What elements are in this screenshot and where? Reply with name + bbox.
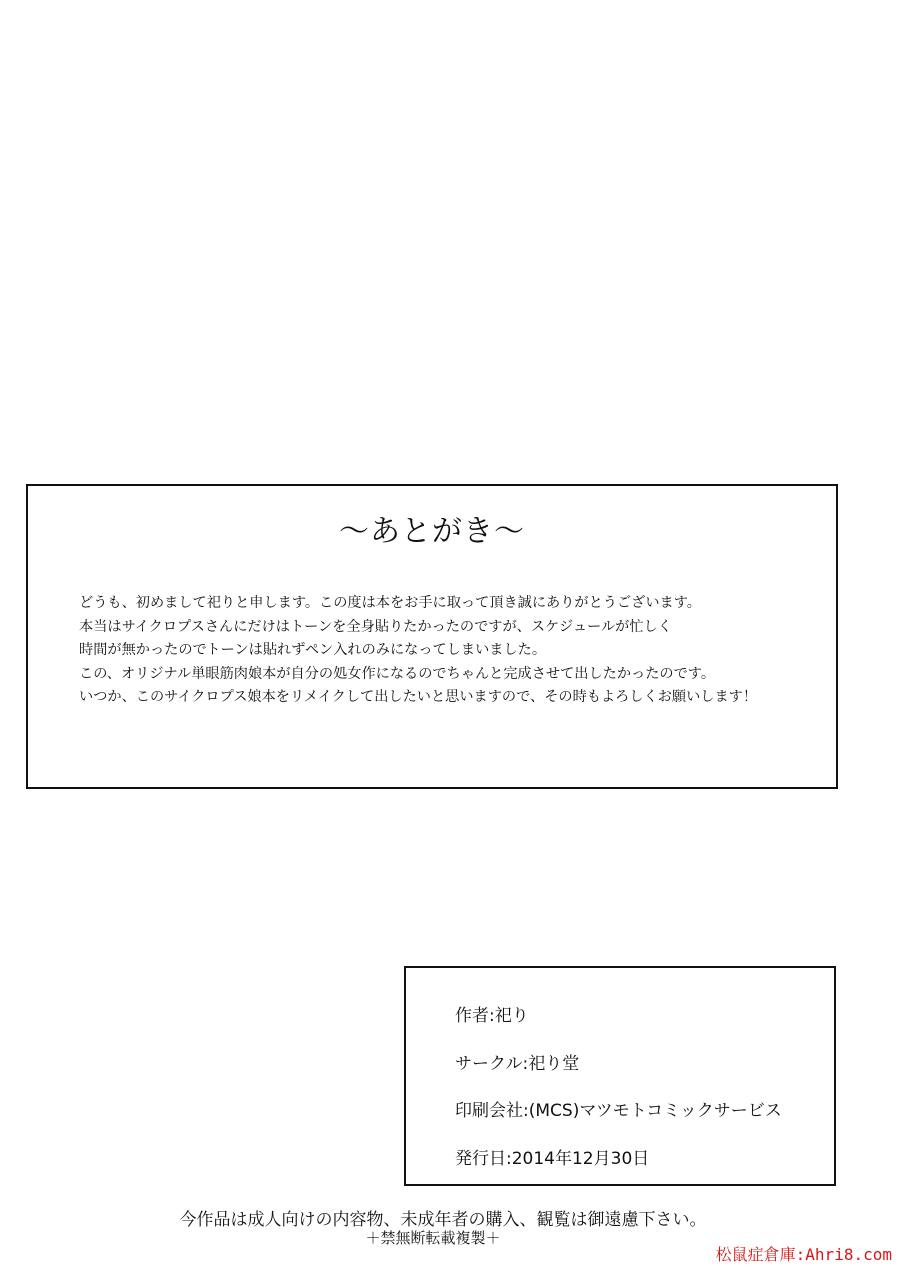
afterword-box xyxy=(26,484,838,789)
afterword-line: 時間が無かったのでトーンは貼れずペン入れのみになってしまいました。 xyxy=(79,642,547,658)
colophon-circle: サークル:祀り堂 xyxy=(455,1053,580,1074)
watermark: 松鼠症倉庫:Ahri8.com xyxy=(715,1245,892,1264)
colophon-author: 作者:祀り xyxy=(455,1006,529,1026)
afterword-line: 本当はサイクロプスさんにだけはトーンを全身貼りたかったのですが、スケジュールが忙しく xyxy=(79,618,672,635)
afterword-line: どうも、初めまして祀りと申します。この度は本をお手に取って頂き誠にありがとうございます。 xyxy=(79,595,701,611)
afterword-line: いつか、このサイクロプス娘本をリメイクして出したいと思いますので、その時もよろしくお願いします！ xyxy=(79,689,758,705)
colophon-printer: 印刷会社:(MCS)マツモトコミックサービス xyxy=(455,1101,782,1121)
afterword-text xyxy=(79,592,829,710)
reproduction-prohibited-notice: ＋禁無断転載複製＋ xyxy=(365,1229,501,1247)
adult-content-notice: 今作品は成人向けの内容物、未成年者の購入、観覧は御遠慮下さい。 xyxy=(179,1210,707,1230)
colophon-list xyxy=(455,1004,782,1194)
colophon-issue-date: 発行日:2014年12月30日 xyxy=(455,1148,650,1169)
afterword-line: この、オリジナル単眼筋肉娘本が自分の処女作になるのでちゃんと完成させて出したかったのです。 xyxy=(79,665,716,682)
afterword-title: ～あとがき～ xyxy=(339,514,525,549)
colophon-box xyxy=(404,966,836,1186)
